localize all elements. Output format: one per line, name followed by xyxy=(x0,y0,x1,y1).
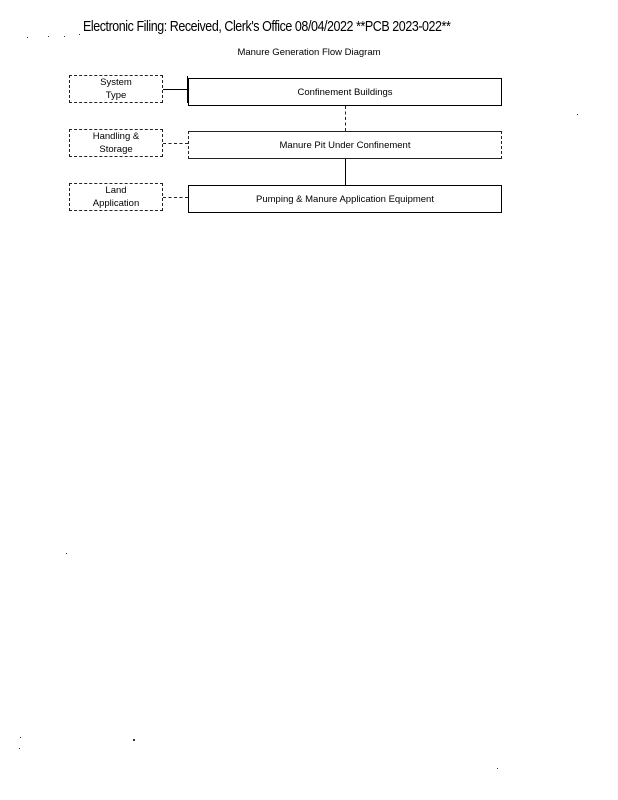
scan-speck xyxy=(64,36,65,37)
category-box-handling-storage xyxy=(69,129,163,157)
scan-speck xyxy=(133,739,135,741)
node-label-confinement-buildings: Confinement Buildings xyxy=(297,86,393,98)
connector-system-type xyxy=(163,89,188,90)
scan-speck xyxy=(577,114,578,115)
flow-connector-2-3 xyxy=(345,159,346,185)
scan-speck xyxy=(48,36,49,37)
filing-stamp-header: Electronic Filing: Received, Clerk's Office 08/04/2022 **PCB 2023-022** xyxy=(83,19,451,35)
scan-speck xyxy=(19,748,20,749)
node-confinement-buildings xyxy=(188,78,502,106)
scan-speck xyxy=(497,768,498,769)
category-label-land-application: Land Application xyxy=(92,185,140,209)
node-manure-pit xyxy=(188,131,502,159)
connector-land-application xyxy=(163,197,188,198)
connector-handling-storage xyxy=(163,143,188,144)
diagram-title: Manure Generation Flow Diagram xyxy=(237,47,381,58)
scan-speck xyxy=(27,37,28,38)
category-box-land-application xyxy=(69,183,163,211)
node-label-pumping-equipment: Pumping & Manure Application Equipment xyxy=(256,193,434,205)
scan-speck xyxy=(66,553,67,554)
node-label-manure-pit: Manure Pit Under Confinement xyxy=(279,139,411,151)
node-pumping-equipment xyxy=(188,185,502,213)
flow-connector-1-2 xyxy=(345,106,346,131)
scan-speck xyxy=(79,34,80,35)
category-label-handling-storage: Handling & Storage xyxy=(92,131,140,155)
category-label-system-type: System Type xyxy=(100,77,132,101)
scan-speck xyxy=(20,737,21,738)
category-box-system-type xyxy=(69,75,163,103)
